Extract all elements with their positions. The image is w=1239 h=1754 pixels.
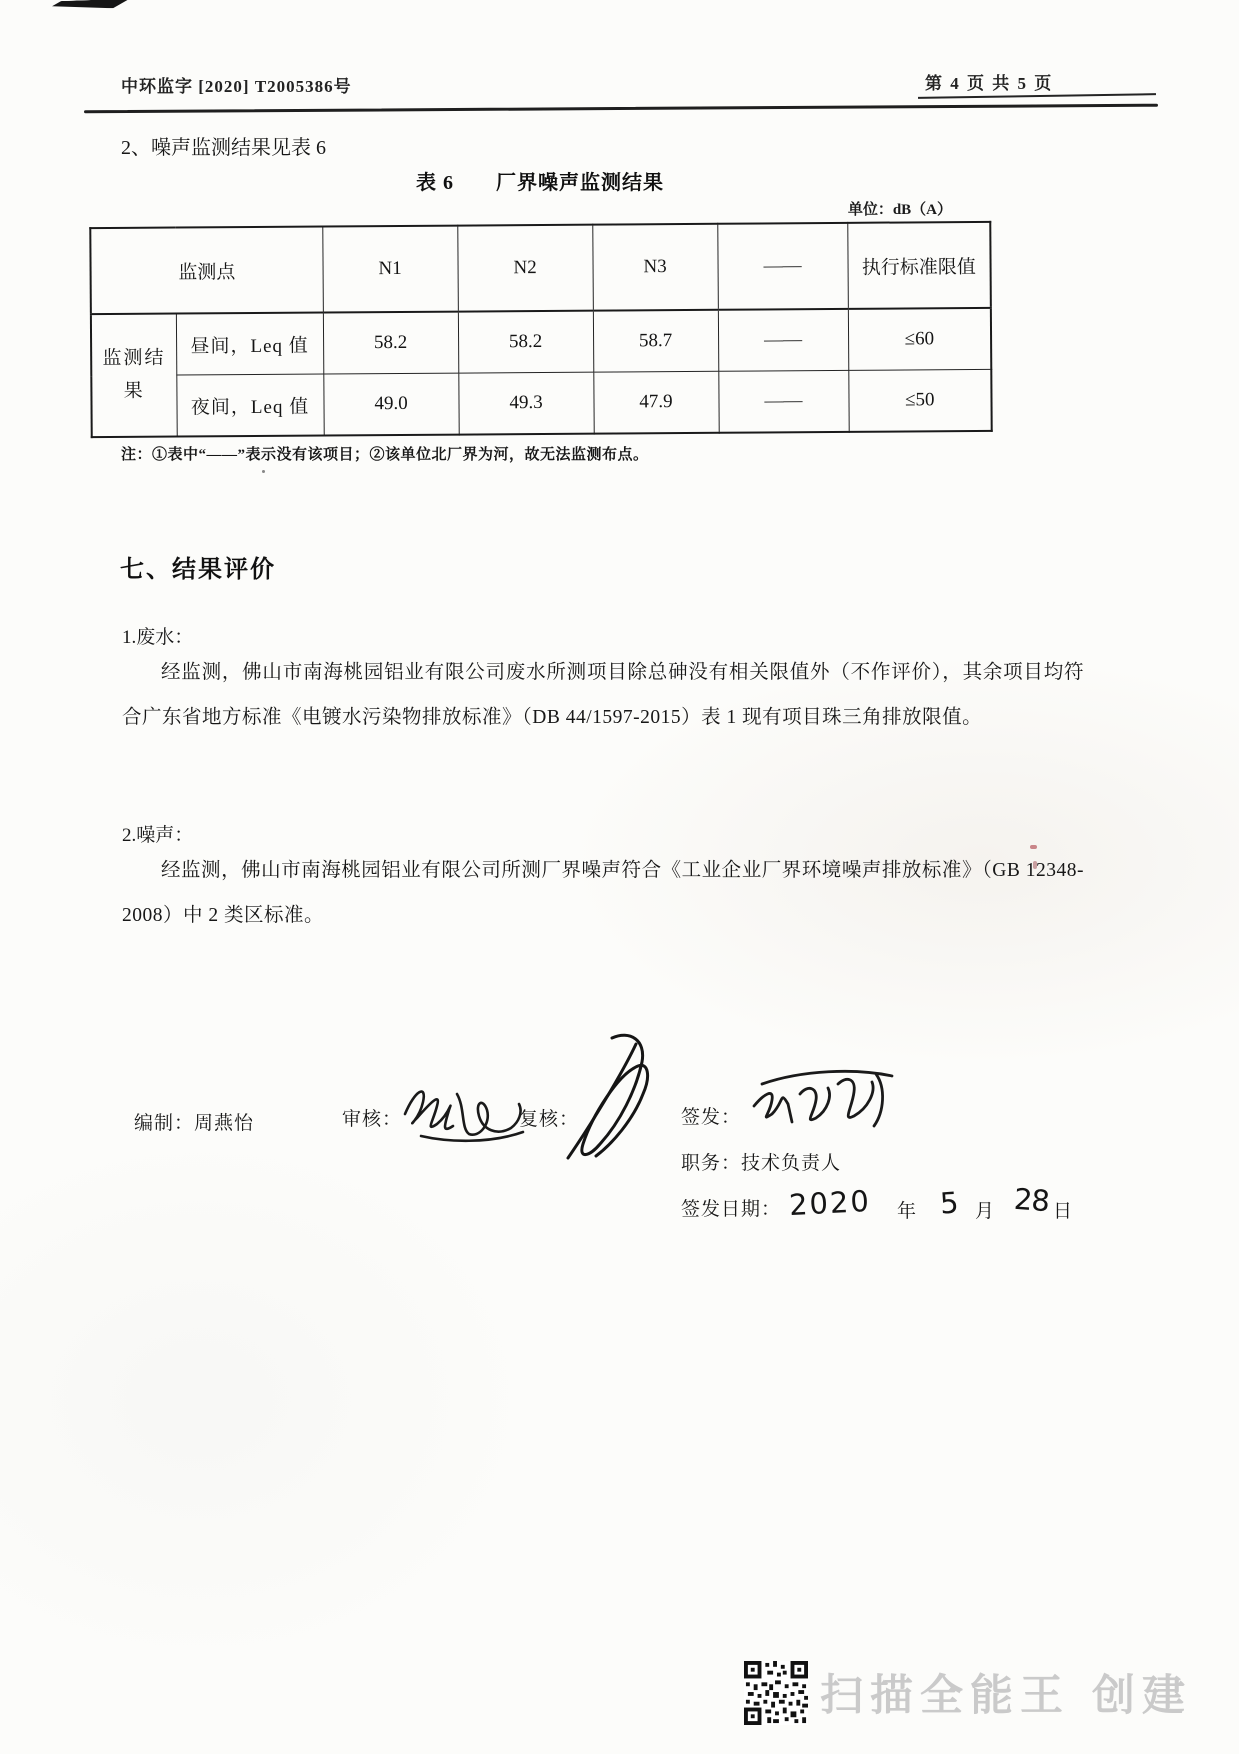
reviewed-by-label: 审核： xyxy=(342,1109,403,1130)
nighttime-n3: 47.9 xyxy=(593,371,718,433)
header-n1: N1 xyxy=(322,226,458,313)
row-group-label: 监测结果 xyxy=(91,314,177,438)
table-row-nighttime xyxy=(91,369,991,437)
handwritten-day: 28 xyxy=(1012,1181,1051,1219)
header-divider xyxy=(84,104,1158,114)
daytime-label: 昼间，Leq 值 xyxy=(176,313,323,376)
evaluation-section-heading: 七、结果评价 xyxy=(120,556,276,583)
daytime-n2: 58.2 xyxy=(458,311,593,373)
table-title: 表 6 厂界噪声监测结果 xyxy=(416,172,664,194)
position-label: 职务：技术负责人 xyxy=(681,1153,842,1174)
month-unit: 月 xyxy=(975,1201,995,1222)
table-header-row xyxy=(90,222,991,314)
noise-table-wrapper xyxy=(89,221,992,438)
handwritten-month: 5 xyxy=(938,1185,960,1221)
reviewer-signature xyxy=(395,1072,535,1152)
header-n3: N3 xyxy=(592,224,718,311)
wastewater-paragraph: 经监测，佛山市南海桃园铝业有限公司废水所测项目除总砷没有相关限值外（不作评价），其余项目均符合广东省地方标准《电镀水污染物排放标准》（DB 44/1597-2015）表 1 现有项目珠三角排放限值。 xyxy=(122,662,1084,728)
header-monitoring-point: 监测点 xyxy=(90,227,323,315)
header-standard-limit: 执行标准限值 xyxy=(847,222,991,309)
prepared-by-label: 编制：周燕怡 xyxy=(134,1113,255,1134)
issue-date-label: 签发日期： xyxy=(681,1199,782,1220)
issuer-signature xyxy=(742,1062,902,1147)
page-indicator: 第 4 页 共 5 页 xyxy=(925,74,1054,93)
scanner-watermark-text: 扫描全能王 创建 xyxy=(820,1671,1192,1721)
daytime-limit: ≤60 xyxy=(848,308,991,370)
scan-speck xyxy=(262,470,265,473)
unit-label: 单位：dB（A） xyxy=(847,202,952,218)
rechecked-by-label: 复核： xyxy=(519,1109,580,1130)
nighttime-n2: 49.3 xyxy=(458,372,593,434)
wastewater-subheading: 1.废水： xyxy=(122,627,194,648)
scan-corner-artifact xyxy=(52,0,130,10)
year-unit: 年 xyxy=(897,1201,917,1222)
issued-by-label: 签发： xyxy=(681,1107,742,1128)
daytime-n3: 58.7 xyxy=(593,310,718,372)
daytime-n1: 58.2 xyxy=(323,312,458,374)
nighttime-label: 夜间，Leq 值 xyxy=(176,374,323,437)
nighttime-n1: 49.0 xyxy=(323,373,458,435)
noise-paragraph: 经监测，佛山市南海桃园铝业有限公司所测厂界噪声符合《工业企业厂界环境噪声排放标准》（GB 12348-2008）中 2 类区标准。 xyxy=(122,860,1084,926)
table-note: 注：①表中“——”表示没有该项目；②该单位北厂界为河，故无法监测布点。 xyxy=(121,447,649,463)
table-row-daytime xyxy=(91,308,991,376)
header-n2: N2 xyxy=(457,225,593,312)
document-number: 中环监字 [2020] T2005386号 xyxy=(121,77,352,96)
rechecker-signature xyxy=(550,1030,670,1170)
daytime-dash: —— xyxy=(718,309,848,371)
noise-subheading: 2.噪声： xyxy=(122,825,194,846)
noise-monitoring-table xyxy=(89,221,992,438)
header-dash: —— xyxy=(717,223,848,310)
day-unit: 日 xyxy=(1053,1201,1073,1222)
qr-code-icon xyxy=(744,1660,808,1726)
nighttime-dash: —— xyxy=(718,370,848,432)
noise-section-heading: 2、噪声监测结果见表 6 xyxy=(121,137,326,159)
nighttime-limit: ≤50 xyxy=(848,369,991,431)
handwritten-year: 2020 xyxy=(788,1183,872,1223)
